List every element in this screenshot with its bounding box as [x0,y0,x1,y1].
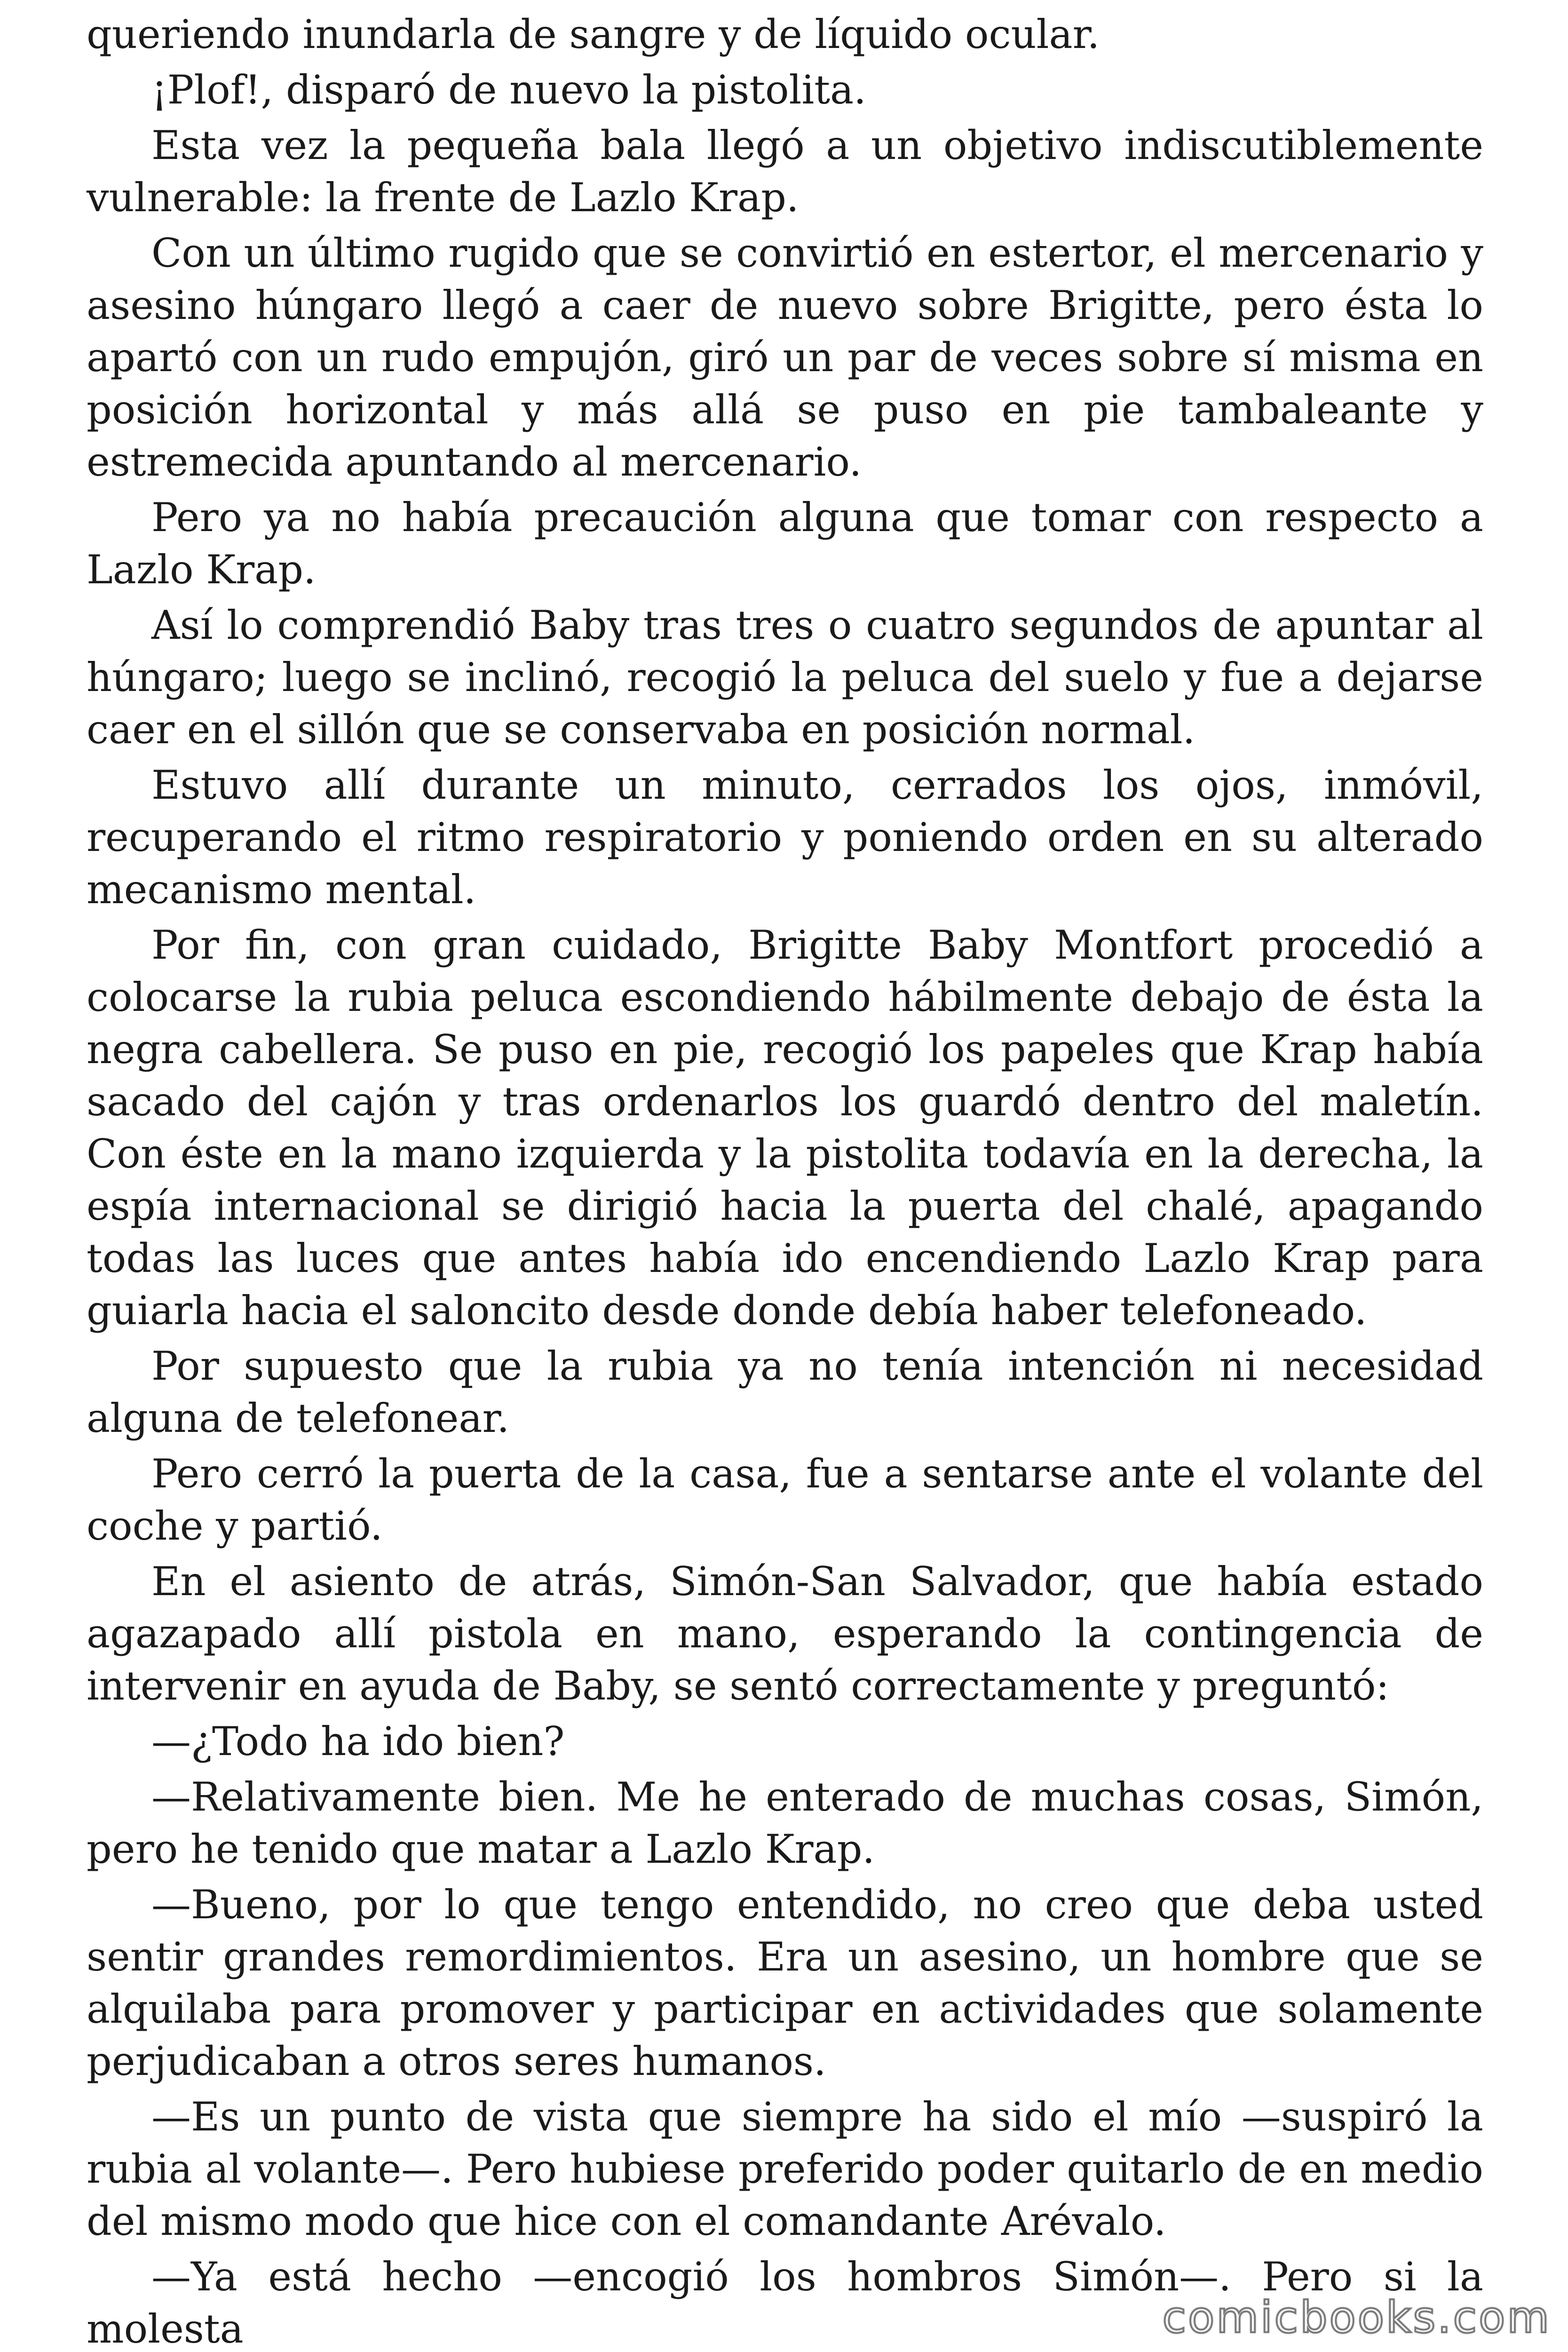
paragraph-5: Pero ya no había precaución alguna que tomar con respecto a Lazlo Krap. [87,494,1483,593]
watermark-logo: comicbooks.com [1162,2292,1551,2343]
paragraph-12: —¿Todo ha ido bien? [151,1718,565,1764]
paragraph-9: Por supuesto que la rubia ya no tenía intención ni necesidad alguna de telefonear. [87,1343,1483,1441]
paragraph-7: Estuvo allí durante un minuto, cerrados los ojos, inmóvil, recuperando el ritmo respiratorio y poniendo orden en su alterado mecanismo mental. [87,762,1483,913]
paragraph-3: Esta vez la pequeña bala llegó a un objetivo indiscutiblemente vulnerable: la frente de Lazlo Krap. [87,122,1483,221]
paragraph-6: Así lo comprendió Baby tras tres o cuatro segundos de apuntar al húngaro; luego se inclinó, recogió la peluca del suelo y fue a dejarse caer en el sillón que se conservaba en posición normal. [87,602,1483,753]
paragraph-11: En el asiento de atrás, Simón-San Salvador, que había estado agazapado allí pistola en mano, esperando la contingencia de intervenir en ayuda de Baby, se sentó correctamente y preguntó: [87,1558,1483,1709]
paragraph-13: —Relativamente bien. Me he enterado de muchas cosas, Simón, pero he tenido que matar a Lazlo Krap. [87,1774,1483,1872]
book-page-text [87,8,1483,2352]
paragraph-2: ¡Plof!, disparó de nuevo la pistolita. [151,67,866,113]
paragraph-1: queriendo inundarla de sangre y de líquido ocular. [87,11,1100,57]
paragraph-14: —Bueno, por lo que tengo entendido, no creo que deba usted sentir grandes remordimientos. Era un asesino, un hombre que se alquilaba para promover y participar en actividades que solamente perjudicaban a otros seres humanos. [87,1882,1483,2084]
paragraph-15: —Es un punto de vista que siempre ha sido el mío —suspiró la rubia al volante—. Pero hubiese preferido poder quitarlo de en medio del mismo modo que hice con el comandante Arévalo. [87,2094,1483,2244]
paragraph-8: Por fin, con gran cuidado, Brigitte Baby Montfort procedió a colocarse la rubia peluca escondiendo hábilmente debajo de ésta la negra cabellera. Se puso en pie, recogió los papeles que Krap había sacado del cajón y tras ordenarlos los guardó dentro del maletín. Con éste en la mano izquierda y la pistolita todavía en la derecha, la espía internacional se dirigió hacia la puerta del chalé, apagando todas las luces que antes había ido encendiendo Lazlo Krap para guiarla hacia el saloncito desde donde debía haber telefoneado. [87,922,1483,1334]
paragraph-10: Pero cerró la puerta de la casa, fue a sentarse ante el volante del coche y partió. [87,1451,1483,1549]
paragraph-16: —Ya está hecho —encogió los hombros Simón—. Pero si la molesta [87,2254,1483,2352]
paragraph-4: Con un último rugido que se convirtió en estertor, el mercenario y asesino húngaro llegó a caer de nuevo sobre Brigitte, pero ésta lo apartó con un rudo empujón, giró un par de veces sobre sí misma en posición horizontal y más allá se puso en pie tambaleante y estremecida apuntando al mercenario. [87,230,1483,485]
